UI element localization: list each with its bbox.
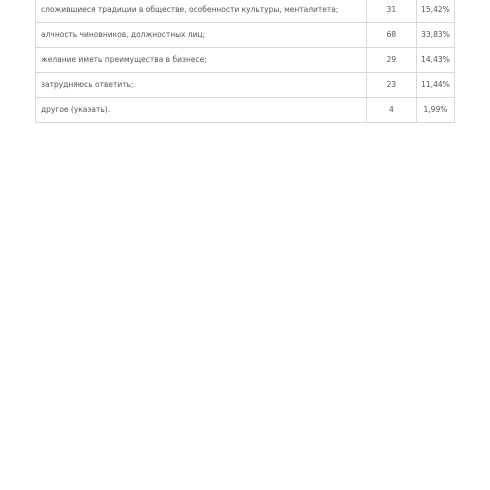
count-cell: 29 — [366, 48, 416, 73]
count-cell: 31 — [366, 0, 416, 23]
table-row — [36, 98, 455, 123]
table-row — [36, 0, 455, 23]
answer-cell: другое (указать). — [36, 98, 367, 123]
answer-cell: сложившиеся традиции в обществе, особенности культуры, менталитета; — [36, 0, 367, 23]
table-row — [36, 48, 455, 73]
count-cell: 4 — [366, 98, 416, 123]
percent-cell: 11,44% — [416, 73, 454, 98]
percent-cell: 14,43% — [416, 48, 454, 73]
percent-cell: 15,42% — [416, 0, 454, 23]
table-row — [36, 23, 455, 48]
percent-cell: 1,99% — [416, 98, 454, 123]
count-cell: 23 — [366, 73, 416, 98]
count-cell: 68 — [366, 23, 416, 48]
answer-cell: затрудняюсь ответить; — [36, 73, 367, 98]
percent-cell: 33,83% — [416, 23, 454, 48]
answer-cell: алчность чиновников, должностных лиц; — [36, 23, 367, 48]
table-row — [36, 73, 455, 98]
survey-results-table — [35, 0, 455, 123]
answer-cell: желание иметь преимущества в бизнесе; — [36, 48, 367, 73]
